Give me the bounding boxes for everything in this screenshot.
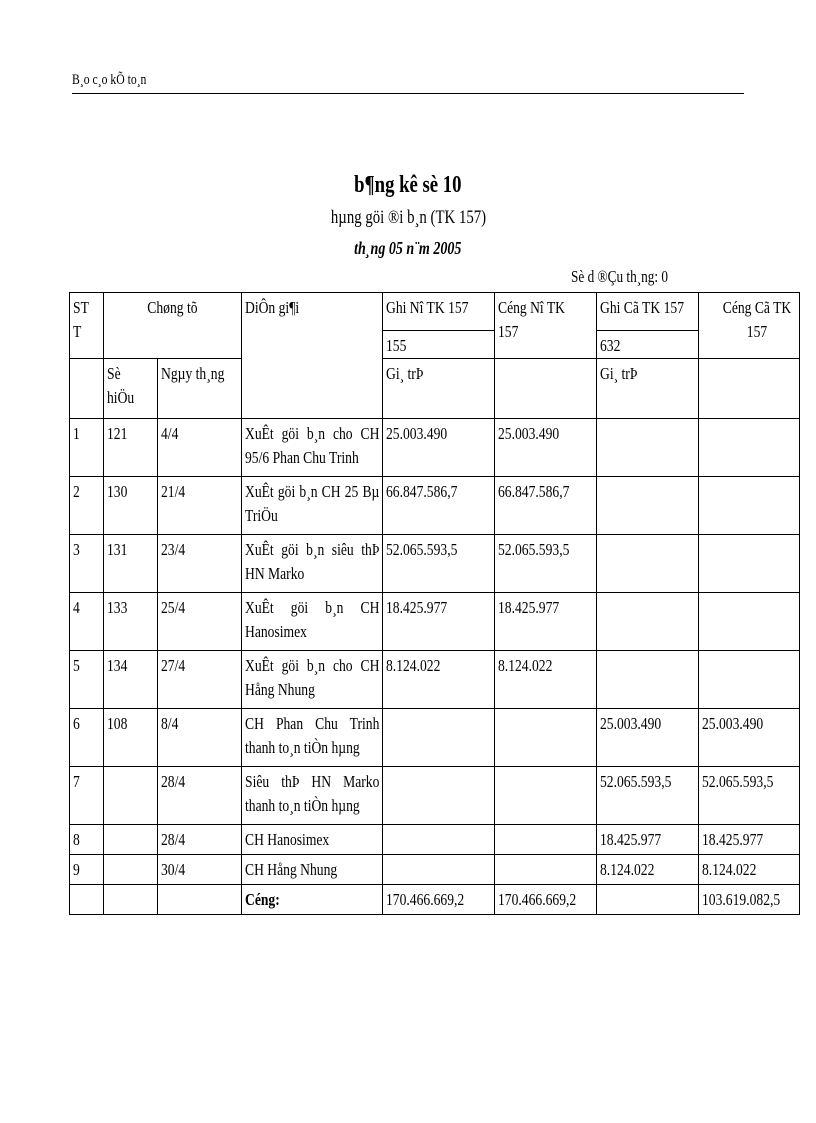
header-credit: [597, 293, 699, 331]
header-stt-label: ST T: [73, 298, 89, 341]
cell-credit-total: [699, 709, 800, 767]
header-debit-total: [495, 293, 597, 359]
table-row: [70, 419, 800, 477]
cell-debit-text: 8.124.022: [386, 656, 441, 675]
table-row: [70, 593, 800, 651]
cell-debit-text: 66.847.586,7: [386, 482, 458, 501]
cell-description: [242, 419, 383, 477]
header-number: [104, 359, 158, 419]
cell-stt: [70, 825, 104, 855]
cell-number: [104, 535, 158, 593]
cell-date: [158, 709, 242, 767]
cell-credit: [597, 825, 699, 855]
cell-stt-text: 6: [73, 714, 80, 733]
header-debit-label: Ghi Nî TK 157: [386, 298, 469, 317]
cell-stt-text: 5: [73, 656, 80, 675]
cell-credit-total: [699, 477, 800, 535]
cell-debit-total: [495, 855, 597, 885]
cell-number: [104, 651, 158, 709]
cell-debit: [383, 593, 495, 651]
cell-debit-total-text: 18.425.977: [498, 598, 560, 617]
total-credit-total: [699, 885, 800, 915]
cell-debit-total: [495, 767, 597, 825]
cell-stt-text: 4: [73, 598, 80, 617]
ledger-table: [69, 292, 800, 915]
cell-date: [158, 825, 242, 855]
header-debit-value: [383, 359, 495, 419]
cell-date-text: 27/4: [161, 656, 186, 675]
header-debit-value-label: Gi¸ trÞ: [386, 364, 424, 383]
header-credit-value-label: Gi¸ trÞ: [600, 364, 638, 383]
cell-debit-total: [495, 651, 597, 709]
cell-credit-total-text: 25.003.490: [702, 714, 764, 733]
cell-credit: [597, 651, 699, 709]
header-description: [242, 293, 383, 419]
page-title-text: b¶ng kê sè 10: [354, 172, 462, 198]
cell-credit-total: [699, 593, 800, 651]
cell-credit-total: [699, 419, 800, 477]
table-subheader-row-2: [70, 359, 800, 419]
cell-debit-text: 52.065.593,5: [386, 540, 458, 559]
header-debit-account: [383, 331, 495, 359]
cell-debit: [383, 419, 495, 477]
header-credit-label: Ghi Cã TK 157: [600, 298, 684, 317]
cell-number-text: 121: [107, 424, 128, 443]
cell-debit-total-text: 25.003.490: [498, 424, 560, 443]
cell-date-text: 28/4: [161, 830, 186, 849]
cell-credit-text: 8.124.022: [600, 860, 655, 879]
cell-description: [242, 535, 383, 593]
document-header-text: B¸o c¸o kÕ to¸n: [72, 72, 147, 88]
header-date: [158, 359, 242, 419]
cell-stt: [70, 477, 104, 535]
cell-date: [158, 651, 242, 709]
cell-debit-total: [495, 477, 597, 535]
cell-description-text: CH Hång Nhung: [245, 860, 338, 879]
cell-number: [104, 593, 158, 651]
table-row: [70, 535, 800, 593]
table-header-row: [70, 293, 800, 331]
cell-credit: [597, 419, 699, 477]
cell-number-text: 134: [107, 656, 128, 675]
header-debit: [383, 293, 495, 331]
cell-stt-blank: [70, 885, 104, 915]
cell-date-text: 23/4: [161, 540, 186, 559]
cell-credit: [597, 593, 699, 651]
cell-debit: [383, 651, 495, 709]
cell-number-text: 131: [107, 540, 128, 559]
cell-stt: [70, 709, 104, 767]
header-credit-account-label: 632: [600, 336, 621, 355]
table-total-row: [70, 885, 800, 915]
total-label: [242, 885, 383, 915]
cell-credit-total: [699, 535, 800, 593]
cell-date-text: 30/4: [161, 860, 186, 879]
page-subtitle: [0, 207, 816, 229]
cell-debit: [383, 767, 495, 825]
cell-debit: [383, 855, 495, 885]
cell-number-text: 108: [107, 714, 128, 733]
cell-credit: [597, 855, 699, 885]
header-divider: [72, 93, 744, 94]
header-credit-account: [597, 331, 699, 359]
header-voucher: [104, 293, 242, 359]
cell-debit: [383, 535, 495, 593]
cell-date: [158, 419, 242, 477]
cell-stt: [70, 593, 104, 651]
cell-description: [242, 593, 383, 651]
cell-credit-text: 52.065.593,5: [600, 772, 672, 791]
cell-description: [242, 651, 383, 709]
cell-stt-text: 9: [73, 860, 80, 879]
cell-debit-total: [495, 593, 597, 651]
table-row: [70, 477, 800, 535]
page-subtitle-text: hµng göi ®i b¸n (TK 157): [330, 207, 486, 228]
cell-date-text: 25/4: [161, 598, 186, 617]
cell-debit-total: [495, 419, 597, 477]
cell-description: [242, 709, 383, 767]
table-row: [70, 709, 800, 767]
total-credit: [597, 885, 699, 915]
cell-debit: [383, 825, 495, 855]
header-credit-total: [699, 293, 800, 359]
header-debit-account-label: 155: [386, 336, 407, 355]
table-row: [70, 825, 800, 855]
cell-description-text: XuÊt göi b¸n cho CH Hång Nhung: [245, 656, 380, 699]
cell-debit-total-text: 8.124.022: [498, 656, 553, 675]
cell-date: [158, 535, 242, 593]
total-debit-total: [495, 885, 597, 915]
cell-credit: [597, 535, 699, 593]
cell-number: [104, 477, 158, 535]
header-number-label: Sè hiÖu: [107, 364, 135, 407]
header-credit-total-blank: [699, 359, 800, 419]
total-debit-total-text: 170.466.669,2: [498, 890, 577, 909]
header-credit-value: [597, 359, 699, 419]
cell-description: [242, 825, 383, 855]
cell-number: [104, 709, 158, 767]
cell-date-text: 21/4: [161, 482, 186, 501]
cell-stt-text: 8: [73, 830, 80, 849]
cell-debit: [383, 709, 495, 767]
cell-number: [104, 855, 158, 885]
opening-balance: [571, 267, 695, 287]
cell-debit-total: [495, 535, 597, 593]
cell-debit-text: 18.425.977: [386, 598, 448, 617]
cell-credit-total-text: 8.124.022: [702, 860, 757, 879]
cell-number: [104, 825, 158, 855]
cell-date: [158, 593, 242, 651]
cell-description-text: XuÊt göi b¸n CH 25 Bµ TriÖu: [245, 482, 380, 525]
header-stt-blank: [70, 359, 104, 419]
cell-number-text: 133: [107, 598, 128, 617]
total-credit-total-text: 103.619.082,5: [702, 890, 781, 909]
cell-debit-total-text: 52.065.593,5: [498, 540, 570, 559]
cell-date: [158, 477, 242, 535]
cell-description-text: XuÊt göi b¸n cho CH 95/6 Phan Chu Trinh: [245, 424, 380, 467]
header-debit-total-blank: [495, 359, 597, 419]
cell-credit-total: [699, 767, 800, 825]
cell-date-text: 4/4: [161, 424, 179, 443]
table-row: [70, 651, 800, 709]
cell-debit-total: [495, 825, 597, 855]
cell-description-text: CH Hanosimex: [245, 830, 330, 849]
cell-number: [104, 419, 158, 477]
table-row: [70, 767, 800, 825]
cell-description-text: Siêu thÞ HN Marko thanh to¸n tiÒn hµng: [245, 772, 380, 815]
cell-credit: [597, 709, 699, 767]
cell-description: [242, 477, 383, 535]
cell-number-text: 130: [107, 482, 128, 501]
report-period-text: th¸ng 05 n¨m 2005: [354, 238, 462, 258]
report-period: [0, 238, 816, 259]
header-debit-total-label: Céng Nî TK 157: [498, 298, 565, 341]
cell-date-blank: [158, 885, 242, 915]
total-debit: [383, 885, 495, 915]
header-voucher-label: Chøng tõ: [147, 298, 198, 317]
cell-number: [104, 767, 158, 825]
header-date-label: Ngµy th¸ng: [161, 364, 225, 383]
cell-stt-text: 3: [73, 540, 80, 559]
document-header: [72, 72, 167, 89]
header-stt: [70, 293, 104, 359]
page-title: [0, 172, 816, 199]
cell-credit-total: [699, 855, 800, 885]
cell-description-text: XuÊt göi b¸n CH Hanosimex: [245, 598, 380, 641]
cell-credit-total: [699, 825, 800, 855]
cell-stt-text: 1: [73, 424, 80, 443]
cell-debit: [383, 477, 495, 535]
cell-stt: [70, 651, 104, 709]
cell-stt: [70, 535, 104, 593]
cell-credit-total: [699, 651, 800, 709]
cell-date: [158, 767, 242, 825]
cell-credit-total-text: 18.425.977: [702, 830, 764, 849]
header-description-label: DiÔn gi¶i: [245, 298, 300, 317]
cell-credit-total-text: 52.065.593,5: [702, 772, 774, 791]
cell-debit-total-text: 66.847.586,7: [498, 482, 570, 501]
opening-balance-text: Sè d ®Çu th¸ng: 0: [571, 267, 669, 286]
cell-stt: [70, 767, 104, 825]
cell-debit-total: [495, 709, 597, 767]
cell-stt-text: 7: [73, 772, 80, 791]
cell-stt: [70, 419, 104, 477]
cell-debit-text: 25.003.490: [386, 424, 448, 443]
cell-credit: [597, 477, 699, 535]
cell-date-text: 8/4: [161, 714, 179, 733]
cell-credit: [597, 767, 699, 825]
cell-credit-text: 18.425.977: [600, 830, 662, 849]
total-label-text: Céng:: [245, 890, 280, 909]
cell-description-text: CH Phan Chu Trinh thanh to¸n tiÒn hµng: [245, 714, 380, 757]
cell-description-text: XuÊt göi b¸n siêu thÞ HN Marko: [245, 540, 380, 583]
cell-date: [158, 855, 242, 885]
table-row: [70, 855, 800, 885]
cell-description: [242, 767, 383, 825]
cell-stt-text: 2: [73, 482, 80, 501]
cell-credit-text: 25.003.490: [600, 714, 662, 733]
total-debit-text: 170.466.669,2: [386, 890, 465, 909]
cell-date-text: 28/4: [161, 772, 186, 791]
cell-stt: [70, 855, 104, 885]
cell-number-blank: [104, 885, 158, 915]
header-credit-total-label: Céng Cã TK 157: [722, 298, 792, 341]
cell-description: [242, 855, 383, 885]
